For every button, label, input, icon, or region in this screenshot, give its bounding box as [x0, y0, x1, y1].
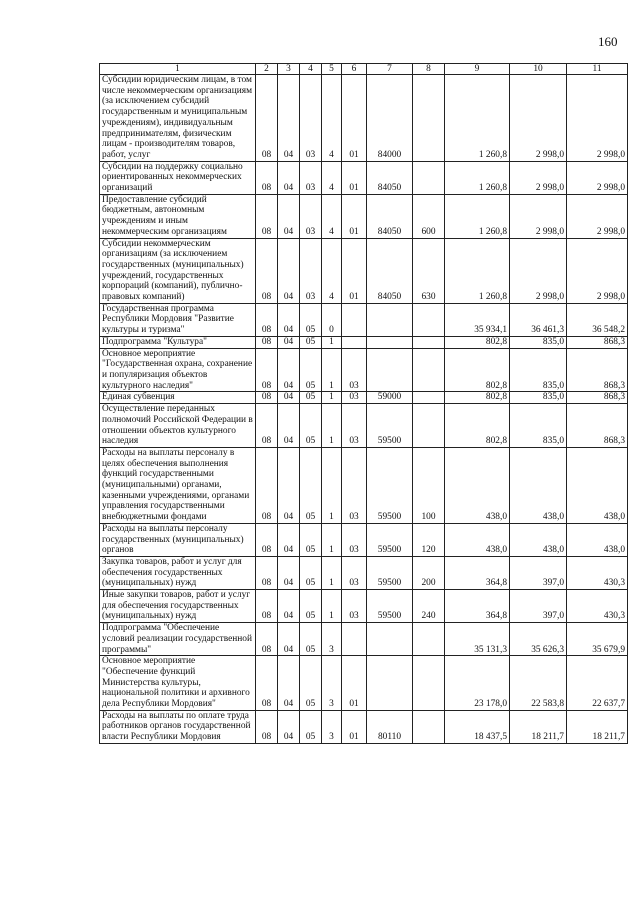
amount-year-2: 397,0	[510, 590, 567, 623]
col-header: 10	[510, 64, 567, 75]
row-name: Основное мероприятие "Государственная охрана, сохранение и популяризация объектов культурного наследия"	[100, 348, 256, 392]
code-event: 01	[342, 238, 367, 303]
code-section: 08	[256, 556, 278, 589]
amount-year-1: 1 260,8	[445, 75, 510, 162]
code-direction: 80110	[367, 710, 413, 743]
code-subsection: 04	[278, 623, 300, 656]
table-row	[100, 194, 628, 238]
amount-year-2: 835,0	[510, 404, 567, 448]
code-section: 08	[256, 523, 278, 556]
code-expense-type	[413, 404, 445, 448]
code-event: 01	[342, 710, 367, 743]
code-expense-type	[413, 392, 445, 404]
amount-year-1: 1 260,8	[445, 194, 510, 238]
code-subprogram: 1	[322, 556, 342, 589]
amount-year-3: 438,0	[567, 447, 628, 523]
amount-year-1: 802,8	[445, 336, 510, 348]
code-subsection: 04	[278, 392, 300, 404]
row-name: Иные закупки товаров, работ и услуг для обеспечения государственных (муниципальных) нужд	[100, 590, 256, 623]
code-expense-type: 120	[413, 523, 445, 556]
code-expense-type: 100	[413, 447, 445, 523]
amount-year-3: 868,3	[567, 404, 628, 448]
code-direction: 59500	[367, 447, 413, 523]
code-section: 08	[256, 161, 278, 194]
code-section: 08	[256, 348, 278, 392]
code-program: 05	[300, 447, 322, 523]
code-program: 05	[300, 404, 322, 448]
code-subsection: 04	[278, 194, 300, 238]
amount-year-1: 802,8	[445, 348, 510, 392]
code-program: 05	[300, 523, 322, 556]
code-subprogram: 1	[322, 336, 342, 348]
code-event: 01	[342, 75, 367, 162]
code-subsection: 04	[278, 556, 300, 589]
code-subsection: 04	[278, 523, 300, 556]
code-section: 08	[256, 404, 278, 448]
code-subsection: 04	[278, 590, 300, 623]
code-subprogram: 3	[322, 623, 342, 656]
code-program: 03	[300, 194, 322, 238]
code-event: 03	[342, 523, 367, 556]
code-subprogram: 0	[322, 303, 342, 336]
amount-year-1: 364,8	[445, 556, 510, 589]
code-program: 05	[300, 556, 322, 589]
row-name: Единая субвенция	[100, 392, 256, 404]
code-subprogram: 3	[322, 710, 342, 743]
code-subsection: 04	[278, 710, 300, 743]
code-subsection: 04	[278, 238, 300, 303]
row-name: Субсидии юридическим лицам, в том числе некоммерческим организациям (за исключением субсидий государственным и муниципальным учреждениям), индивидуальным предпринимателям, физическим лицам - производителям товаров, работ, услуг	[100, 75, 256, 162]
code-program: 05	[300, 303, 322, 336]
code-subprogram: 4	[322, 161, 342, 194]
amount-year-2: 22 583,8	[510, 656, 567, 711]
code-section: 08	[256, 447, 278, 523]
table-row	[100, 710, 628, 743]
col-header: 7	[367, 64, 413, 75]
code-expense-type: 240	[413, 590, 445, 623]
header-row	[100, 64, 628, 75]
amount-year-1: 438,0	[445, 523, 510, 556]
code-direction: 84000	[367, 75, 413, 162]
amount-year-2: 438,0	[510, 447, 567, 523]
amount-year-3: 438,0	[567, 523, 628, 556]
table-row	[100, 75, 628, 162]
code-expense-type	[413, 161, 445, 194]
amount-year-2: 36 461,3	[510, 303, 567, 336]
page-number: 160	[598, 34, 618, 49]
amount-year-2: 835,0	[510, 336, 567, 348]
code-subprogram: 4	[322, 75, 342, 162]
col-header: 9	[445, 64, 510, 75]
amount-year-1: 18 437,5	[445, 710, 510, 743]
amount-year-1: 802,8	[445, 404, 510, 448]
col-header: 8	[413, 64, 445, 75]
amount-year-2: 2 998,0	[510, 238, 567, 303]
code-event: 01	[342, 194, 367, 238]
amount-year-3: 2 998,0	[567, 194, 628, 238]
amount-year-3: 36 548,2	[567, 303, 628, 336]
table-row	[100, 161, 628, 194]
row-name: Закупка товаров, работ и услуг для обеспечения государственных (муниципальных) нужд	[100, 556, 256, 589]
table-row	[100, 404, 628, 448]
col-header: 6	[342, 64, 367, 75]
amount-year-1: 1 260,8	[445, 161, 510, 194]
code-expense-type	[413, 303, 445, 336]
table-row	[100, 238, 628, 303]
code-direction	[367, 623, 413, 656]
col-header: 2	[256, 64, 278, 75]
code-subsection: 04	[278, 336, 300, 348]
amount-year-2: 2 998,0	[510, 75, 567, 162]
row-name: Государственная программа Республики Мордовия "Развитие культуры и туризма"	[100, 303, 256, 336]
code-subprogram: 1	[322, 392, 342, 404]
code-program: 05	[300, 623, 322, 656]
code-subprogram: 1	[322, 447, 342, 523]
code-event	[342, 303, 367, 336]
table-row	[100, 447, 628, 523]
col-header: 5	[322, 64, 342, 75]
code-direction	[367, 303, 413, 336]
code-program: 05	[300, 590, 322, 623]
code-section: 08	[256, 656, 278, 711]
code-direction: 59500	[367, 404, 413, 448]
code-direction	[367, 336, 413, 348]
amount-year-1: 23 178,0	[445, 656, 510, 711]
code-event: 03	[342, 556, 367, 589]
amount-year-2: 397,0	[510, 556, 567, 589]
amount-year-1: 802,8	[445, 392, 510, 404]
code-section: 08	[256, 590, 278, 623]
amount-year-3: 35 679,9	[567, 623, 628, 656]
code-program: 05	[300, 710, 322, 743]
code-subprogram: 1	[322, 523, 342, 556]
code-section: 08	[256, 238, 278, 303]
row-name: Субсидии на поддержку социально ориентированных некоммерческих организаций	[100, 161, 256, 194]
code-program: 05	[300, 348, 322, 392]
table-row	[100, 303, 628, 336]
amount-year-3: 22 637,7	[567, 656, 628, 711]
row-name: Расходы на выплаты персоналу государственных (муниципальных) органов	[100, 523, 256, 556]
code-subprogram: 1	[322, 404, 342, 448]
code-program: 03	[300, 161, 322, 194]
amount-year-3: 18 211,7	[567, 710, 628, 743]
code-subprogram: 1	[322, 348, 342, 392]
code-subprogram: 3	[322, 656, 342, 711]
code-section: 08	[256, 710, 278, 743]
amount-year-2: 35 626,3	[510, 623, 567, 656]
code-direction: 84050	[367, 194, 413, 238]
amount-year-1: 35 934,1	[445, 303, 510, 336]
code-expense-type	[413, 75, 445, 162]
code-program: 05	[300, 392, 322, 404]
code-section: 08	[256, 623, 278, 656]
code-subprogram: 1	[322, 590, 342, 623]
code-event: 03	[342, 590, 367, 623]
code-subsection: 04	[278, 447, 300, 523]
code-direction	[367, 656, 413, 711]
row-name: Субсидии некоммерческим организациям (за исключением государственных (муниципальных) учреждений, государственных корпораций (компаний), публично-правовых компаний)	[100, 238, 256, 303]
budget-table	[99, 63, 628, 744]
code-expense-type	[413, 710, 445, 743]
amount-year-3: 868,3	[567, 336, 628, 348]
table-row	[100, 392, 628, 404]
amount-year-1: 35 131,3	[445, 623, 510, 656]
amount-year-2: 18 211,7	[510, 710, 567, 743]
code-event: 03	[342, 348, 367, 392]
code-expense-type: 630	[413, 238, 445, 303]
code-expense-type: 600	[413, 194, 445, 238]
code-section: 08	[256, 392, 278, 404]
code-direction: 59500	[367, 590, 413, 623]
amount-year-2: 835,0	[510, 348, 567, 392]
amount-year-1: 438,0	[445, 447, 510, 523]
code-event	[342, 623, 367, 656]
amount-year-3: 430,3	[567, 556, 628, 589]
row-name: Осуществление переданных полномочий Российской Федерации в отношении объектов культурного наследия	[100, 404, 256, 448]
row-name: Предоставление субсидий бюджетным, автономным учреждениям и иным некоммерческим организациям	[100, 194, 256, 238]
amount-year-1: 364,8	[445, 590, 510, 623]
code-section: 08	[256, 336, 278, 348]
col-header: 11	[567, 64, 628, 75]
code-subsection: 04	[278, 404, 300, 448]
row-name: Основное мероприятие "Обеспечение функций Министерства культуры, национальной политики и архивного дела Республики Мордовия"	[100, 656, 256, 711]
code-subsection: 04	[278, 161, 300, 194]
code-direction: 59000	[367, 392, 413, 404]
table-row	[100, 336, 628, 348]
code-expense-type	[413, 348, 445, 392]
code-event: 01	[342, 656, 367, 711]
col-header: 4	[300, 64, 322, 75]
code-section: 08	[256, 75, 278, 162]
amount-year-3: 868,3	[567, 392, 628, 404]
code-subsection: 04	[278, 656, 300, 711]
code-event: 03	[342, 404, 367, 448]
code-expense-type: 200	[413, 556, 445, 589]
col-header: 3	[278, 64, 300, 75]
code-expense-type	[413, 336, 445, 348]
code-subsection: 04	[278, 348, 300, 392]
amount-year-2: 438,0	[510, 523, 567, 556]
amount-year-2: 2 998,0	[510, 161, 567, 194]
code-direction: 59500	[367, 523, 413, 556]
code-subprogram: 4	[322, 194, 342, 238]
code-program: 05	[300, 656, 322, 711]
code-event: 03	[342, 447, 367, 523]
col-header: 1	[100, 64, 256, 75]
amount-year-3: 2 998,0	[567, 161, 628, 194]
row-name: Расходы на выплаты персоналу в целях обеспечения выполнения функций государственными (муниципальными) органами, казенными учреждениями, органами управления государственными внебюджетными фондами	[100, 447, 256, 523]
code-direction: 84050	[367, 238, 413, 303]
code-direction	[367, 348, 413, 392]
code-subprogram: 4	[322, 238, 342, 303]
code-program: 03	[300, 238, 322, 303]
code-program: 05	[300, 336, 322, 348]
row-name: Расходы на выплаты по оплате труда работников органов государственной власти Республики Мордовия	[100, 710, 256, 743]
row-name: Подпрограмма "Культура"	[100, 336, 256, 348]
code-expense-type	[413, 656, 445, 711]
code-direction: 84050	[367, 161, 413, 194]
amount-year-3: 2 998,0	[567, 238, 628, 303]
amount-year-2: 2 998,0	[510, 194, 567, 238]
amount-year-3: 2 998,0	[567, 75, 628, 162]
code-event: 01	[342, 161, 367, 194]
code-section: 08	[256, 194, 278, 238]
table-row	[100, 556, 628, 589]
code-section: 08	[256, 303, 278, 336]
table-row	[100, 348, 628, 392]
table-row	[100, 656, 628, 711]
code-program: 03	[300, 75, 322, 162]
code-event: 03	[342, 392, 367, 404]
amount-year-3: 430,3	[567, 590, 628, 623]
table-row	[100, 523, 628, 556]
table-row	[100, 590, 628, 623]
table-row	[100, 623, 628, 656]
code-event	[342, 336, 367, 348]
code-expense-type	[413, 623, 445, 656]
amount-year-2: 835,0	[510, 392, 567, 404]
code-subsection: 04	[278, 75, 300, 162]
amount-year-1: 1 260,8	[445, 238, 510, 303]
amount-year-3: 868,3	[567, 348, 628, 392]
code-direction: 59500	[367, 556, 413, 589]
code-subsection: 04	[278, 303, 300, 336]
row-name: Подпрограмма "Обеспечение условий реализации государственной программы"	[100, 623, 256, 656]
